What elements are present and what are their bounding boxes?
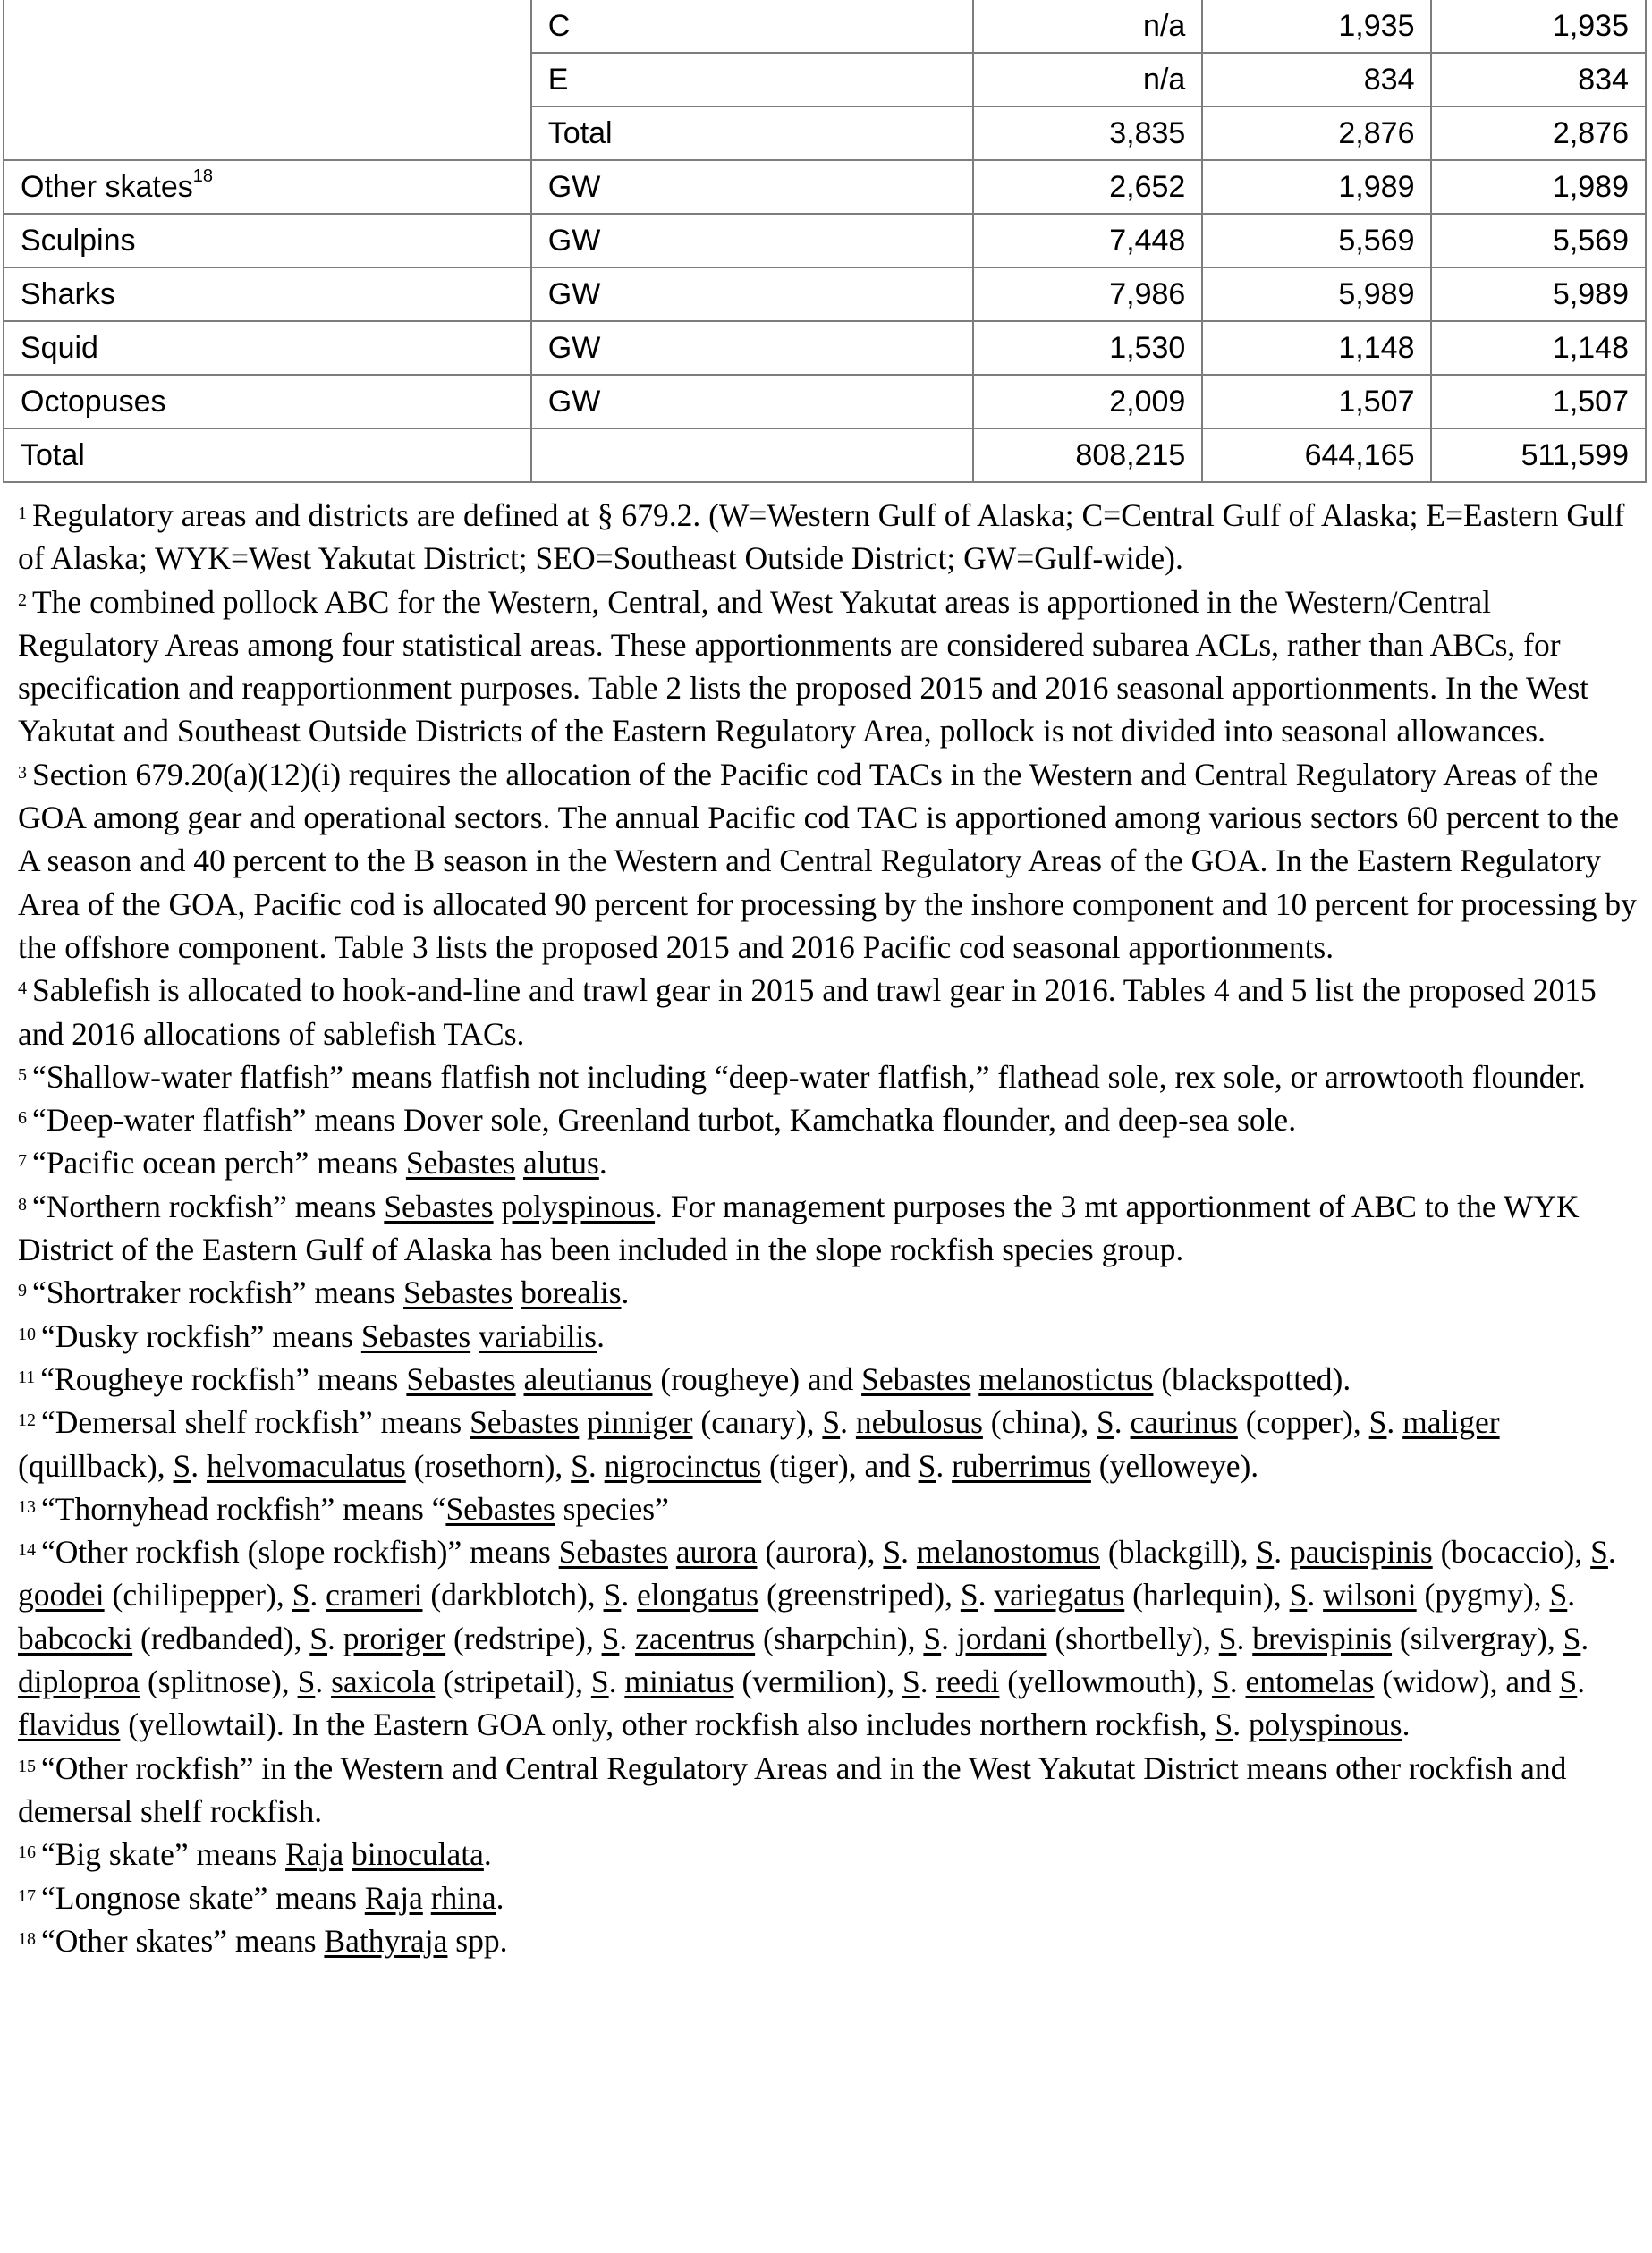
- table-row: [4, 160, 1646, 214]
- footnote-number: 3: [18, 762, 27, 783]
- footnote-text: .: [1402, 1707, 1411, 1743]
- footnote-text: . For management purposes the 3 mt apportionment of ABC to the WYK District of the Eastern Gulf of Alaska has been included in the slope rockfish species group.: [18, 1188, 1580, 1268]
- footnote-text: [513, 1275, 521, 1310]
- footnote-number: 12: [18, 1410, 36, 1431]
- species-name: polyspinous: [1248, 1707, 1402, 1743]
- species-name: flavidus: [18, 1707, 121, 1743]
- species-name: S: [1218, 1620, 1237, 1656]
- species-name: S: [1563, 1620, 1581, 1656]
- species-name: nebulosus: [855, 1404, 983, 1441]
- footnote-text: (harlequin),: [1124, 1577, 1290, 1614]
- species-name: aleutianus: [523, 1360, 653, 1397]
- species-name: polyspinous: [501, 1188, 656, 1224]
- footnote-text: (stripetail),: [435, 1664, 591, 1700]
- species-name: proriger: [343, 1620, 446, 1656]
- value-cell: 3,835: [973, 106, 1202, 160]
- species-name: rhina: [430, 1879, 496, 1916]
- species-name: helvomaculatus: [207, 1447, 406, 1484]
- value-cell: 1,148: [1431, 321, 1646, 375]
- footnote-text: (widow), and: [1374, 1664, 1560, 1700]
- footnote-text: .: [1607, 1534, 1616, 1571]
- footnote-text: (bocaccio),: [1432, 1534, 1591, 1571]
- species-name: Sebastes: [403, 1275, 513, 1311]
- table-body: [4, 0, 1646, 482]
- species-cell: [4, 214, 531, 267]
- footnote-number: 13: [18, 1496, 36, 1517]
- footnote: [18, 969, 1637, 1055]
- value-cell: n/a: [973, 0, 1202, 53]
- species-name: S: [601, 1620, 620, 1656]
- table-row: [4, 0, 1646, 53]
- value-cell: 1,507: [1202, 375, 1431, 428]
- species-label: Total: [21, 437, 85, 472]
- area-cell: GW: [531, 375, 973, 428]
- footnote-number: 18: [18, 1928, 36, 1949]
- species-name: S: [1549, 1577, 1568, 1614]
- footnotes: [18, 494, 1637, 1962]
- species-cell: [4, 375, 531, 428]
- species-name: aurora: [675, 1534, 758, 1571]
- footnote-text: “Rougheye rockfish” means: [40, 1360, 407, 1397]
- footnote-text: .: [1580, 1620, 1589, 1656]
- value-cell: 1,530: [973, 321, 1202, 375]
- table-row: [4, 53, 1646, 106]
- footnote-number: 9: [18, 1281, 27, 1301]
- footnote-number: 16: [18, 1842, 36, 1863]
- footnote-text: [516, 1361, 524, 1397]
- footnote-number: 2: [18, 589, 27, 610]
- footnote-text: species”: [555, 1490, 669, 1527]
- value-cell: 2,876: [1431, 106, 1646, 160]
- species-name: Sebastes: [406, 1360, 516, 1397]
- species-name: S: [902, 1664, 920, 1700]
- species-name: Raja: [285, 1836, 344, 1873]
- area-cell: GW: [531, 321, 973, 375]
- footnote-text: (silvergray),: [1392, 1620, 1563, 1656]
- species-name: Sebastes: [405, 1145, 516, 1182]
- species-name: S: [292, 1577, 310, 1614]
- value-cell: 1,935: [1202, 0, 1431, 53]
- species-name: S: [1590, 1534, 1608, 1571]
- footnote: [18, 1876, 1637, 1919]
- table-row: [4, 214, 1646, 267]
- footnote-text: .: [191, 1447, 207, 1484]
- species-name: Bathyraja: [324, 1922, 448, 1959]
- value-cell: n/a: [973, 53, 1202, 106]
- footnote-text: .: [315, 1664, 332, 1700]
- footnote-text: .: [619, 1620, 636, 1656]
- footnote-text: [668, 1534, 676, 1570]
- footnote-number: 1: [18, 504, 27, 523]
- species-name: S: [1289, 1577, 1308, 1614]
- species-name: reedi: [936, 1664, 1000, 1700]
- species-name: brevispinis: [1252, 1620, 1393, 1656]
- footnote-text: spp.: [447, 1922, 508, 1959]
- footnote-text: “Big skate” means: [41, 1836, 286, 1873]
- species-cell: [4, 0, 531, 53]
- footnote-ref: 18: [192, 165, 213, 186]
- footnote: [18, 1098, 1637, 1141]
- footnote-text: (redstripe),: [445, 1620, 602, 1656]
- footnote: [18, 1919, 1637, 1962]
- species-name: entomelas: [1245, 1664, 1375, 1700]
- footnote-text: (blackgill),: [1100, 1534, 1257, 1571]
- footnote: [18, 1747, 1637, 1834]
- footnote-text: .: [327, 1620, 343, 1656]
- area-cell: GW: [531, 160, 973, 214]
- footnote-text: “Other skates” means: [41, 1922, 325, 1959]
- species-name: caurinus: [1130, 1404, 1238, 1441]
- tac-table: [3, 0, 1647, 483]
- species-cell: [4, 321, 531, 375]
- value-cell: 7,448: [973, 214, 1202, 267]
- footnote-text: “Deep-water flatfish” means Dover sole, Greenland turbot, Kamchatka flounder, and deep-sea sole.: [32, 1102, 1297, 1139]
- footnote-number: 6: [18, 1108, 27, 1129]
- species-name: S: [1368, 1404, 1387, 1441]
- species-name: S: [603, 1577, 622, 1614]
- area-cell: C: [531, 0, 973, 53]
- species-cell: [4, 106, 531, 160]
- footnote-text: .: [496, 1879, 504, 1916]
- value-cell: 1,935: [1431, 0, 1646, 53]
- footnote-text: Regulatory areas and districts are defined at § 679.2. (W=Western Gulf of Alaska; C=Central Gulf of Alaska; E=Eastern Gulf of Alaska; WYK=West Yakutat District; SEO=Southeast Outside District; GW=Gulf-wide).: [18, 497, 1625, 577]
- footnote-text: “Dusky rockfish” means: [41, 1317, 361, 1354]
- species-label: Squid: [21, 330, 98, 365]
- footnote-text: .: [901, 1534, 917, 1571]
- footnote-text: .: [621, 1577, 638, 1614]
- footnote-text: .: [936, 1447, 953, 1484]
- area-cell: GW: [531, 267, 973, 321]
- species-name: S: [918, 1447, 936, 1484]
- footnote-number: 4: [18, 978, 27, 999]
- species-name: S: [822, 1404, 841, 1441]
- species-name: alutus: [523, 1145, 599, 1182]
- footnote-text: .: [978, 1577, 995, 1614]
- species-name: borealis: [521, 1275, 622, 1311]
- footnote-text: (aurora),: [757, 1534, 884, 1571]
- species-name: Raja: [364, 1879, 423, 1916]
- table-row: [4, 267, 1646, 321]
- footnote-text: .: [597, 1317, 605, 1354]
- footnote-number: 5: [18, 1064, 27, 1085]
- footnote-text: (darkblotch),: [422, 1577, 604, 1614]
- species-name: S: [923, 1620, 942, 1656]
- footnote-text: .: [1577, 1664, 1586, 1700]
- species-name: pinniger: [587, 1404, 693, 1441]
- value-cell: 511,599: [1431, 428, 1646, 482]
- footnote-text: Section 679.20(a)(12)(i) requires the allocation of the Pacific cod TACs in the Western and Central Regulatory Areas of the GOA among gear and operational sectors. The annual Pacific cod TAC is apportioned among various sectors 60 percent to the A season and 40 percent to the B season in the Western and Central Regulatory Areas of the GOA. In the Eastern Regulatory Area of the GOA, Pacific cod is allocated 90 percent for processing by the inshore component and 10 percent for processing by the offshore component. Table 3 lists the proposed 2015 and 2016 Pacific cod seasonal apportionments.: [18, 756, 1637, 965]
- species-name: Sebastes: [558, 1534, 668, 1571]
- species-name: S: [960, 1577, 978, 1614]
- footnote: [18, 580, 1637, 753]
- species-name: goodei: [18, 1577, 105, 1614]
- footnote-text: (rosethorn),: [405, 1447, 572, 1484]
- footnote: [18, 1055, 1637, 1098]
- footnote-text: .: [483, 1836, 492, 1873]
- footnote-text: (canary),: [692, 1404, 823, 1441]
- footnote-number: 14: [18, 1540, 36, 1561]
- species-name: S: [173, 1447, 191, 1484]
- footnote: [18, 1141, 1637, 1184]
- value-cell: 2,009: [973, 375, 1202, 428]
- species-name: Sebastes: [360, 1317, 471, 1354]
- footnote-text: .: [840, 1404, 856, 1441]
- value-cell: 644,165: [1202, 428, 1431, 482]
- value-cell: 2,652: [973, 160, 1202, 214]
- species-name: S: [1212, 1664, 1230, 1700]
- footnote-text: “Demersal shelf rockfish” means: [41, 1404, 470, 1441]
- footnote: [18, 1401, 1637, 1487]
- species-name: S: [309, 1620, 328, 1656]
- value-cell: 1,148: [1202, 321, 1431, 375]
- species-name: zacentrus: [635, 1620, 756, 1656]
- footnote-text: The combined pollock ABC for the Western, Central, and West Yakutat areas is apportioned in the Western/Central Regulatory Areas among four statistical areas. These apportionments are considered subarea ACLs, rather than ABCs, for specification and reapportionment purposes. Table 2 lists the proposed 2015 and 2016 seasonal apportionments. In the West Yakutat and Southeast Outside Districts of the Eastern Regulatory Area, pollock is not divided into seasonal allowances.: [18, 583, 1589, 750]
- footnote-number: 11: [18, 1367, 36, 1387]
- area-cell: E: [531, 53, 973, 106]
- species-cell: [4, 267, 531, 321]
- footnote-text: “Longnose skate” means: [41, 1879, 365, 1916]
- species-label: Sculpins: [21, 223, 136, 258]
- value-cell: 1,989: [1202, 160, 1431, 214]
- value-cell: 5,989: [1431, 267, 1646, 321]
- footnote-text: .: [1567, 1577, 1576, 1614]
- footnote-text: “Northern rockfish” means: [32, 1188, 385, 1224]
- value-cell: 808,215: [973, 428, 1202, 482]
- footnote-text: [343, 1836, 352, 1872]
- footnote-number: 10: [18, 1324, 36, 1344]
- footnote-text: (yellowmouth),: [999, 1664, 1213, 1700]
- footnote-text: “Shallow-water flatfish” means flatfish not including “deep-water flatfish,” flathead sole, rex sole, or arrowtooth flounder.: [32, 1058, 1586, 1095]
- table-row: [4, 321, 1646, 375]
- footnote: [18, 1358, 1637, 1401]
- footnote-text: .: [919, 1664, 936, 1700]
- species-name: saxicola: [331, 1664, 436, 1700]
- footnote: [18, 494, 1637, 580]
- footnote-text: (shortbelly),: [1046, 1620, 1219, 1656]
- species-name: melanostictus: [978, 1360, 1154, 1397]
- species-cell: [4, 160, 531, 214]
- footnote-text: (rougheye) and: [652, 1360, 862, 1397]
- value-cell: 1,989: [1431, 160, 1646, 214]
- footnote: [18, 1833, 1637, 1876]
- footnote-number: 15: [18, 1756, 36, 1776]
- species-name: S: [883, 1534, 902, 1571]
- footnote-text: .: [1307, 1577, 1324, 1614]
- species-name: S: [571, 1447, 589, 1484]
- footnote: [18, 1315, 1637, 1358]
- area-cell: [531, 428, 973, 482]
- species-cell: [4, 428, 531, 482]
- species-name: variegatus: [994, 1577, 1125, 1614]
- footnote-text: .: [309, 1577, 326, 1614]
- footnote-number: 8: [18, 1194, 27, 1215]
- footnote-text: (quillback),: [18, 1447, 174, 1484]
- species-name: melanostomus: [916, 1534, 1101, 1571]
- footnote-text: (blackspotted).: [1153, 1360, 1351, 1397]
- value-cell: 834: [1431, 53, 1646, 106]
- footnote-text: [470, 1318, 479, 1354]
- table-row: [4, 428, 1646, 482]
- footnote-text: “Pacific ocean perch” means: [32, 1145, 406, 1182]
- value-cell: 5,569: [1431, 214, 1646, 267]
- value-cell: 1,507: [1431, 375, 1646, 428]
- footnote-text: [579, 1404, 587, 1440]
- species-name: diploproa: [18, 1664, 140, 1700]
- species-name: binoculata: [352, 1836, 484, 1873]
- species-label: Other skates: [21, 169, 193, 204]
- species-name: S: [1215, 1707, 1233, 1743]
- footnote-text: [970, 1361, 978, 1397]
- species-name: elongatus: [637, 1577, 759, 1614]
- species-name: S: [1559, 1664, 1578, 1700]
- value-cell: 5,989: [1202, 267, 1431, 321]
- footnote-text: “Other rockfish” in the Western and Central Regulatory Areas and in the West Yakutat District means other rockfish and demersal shelf rockfish.: [18, 1749, 1567, 1829]
- species-name: jordani: [956, 1620, 1047, 1656]
- footnote: [18, 1271, 1637, 1314]
- footnote-text: (copper),: [1237, 1404, 1369, 1441]
- footnote-text: (vermilion),: [733, 1664, 902, 1700]
- species-name: babcocki: [18, 1620, 133, 1656]
- footnote: [18, 1487, 1637, 1530]
- footnote-text: (tiger), and: [761, 1447, 919, 1484]
- value-cell: 834: [1202, 53, 1431, 106]
- footnote-text: (chilipepper),: [104, 1577, 292, 1614]
- footnote: [18, 1185, 1637, 1272]
- footnote-text: (yellowtail). In the Eastern GOA only, other rockfish also includes northern rockfish,: [120, 1707, 1216, 1743]
- species-cell: [4, 53, 531, 106]
- footnote-text: (redbanded),: [132, 1620, 310, 1656]
- footnote-text: .: [1274, 1534, 1290, 1571]
- value-cell: 5,569: [1202, 214, 1431, 267]
- area-cell: GW: [531, 214, 973, 267]
- species-name: paucispinis: [1290, 1534, 1433, 1571]
- footnote-text: (sharpchin),: [755, 1620, 924, 1656]
- area-cell: Total: [531, 106, 973, 160]
- footnote-text: (yelloweye).: [1090, 1447, 1259, 1484]
- footnote-text: [423, 1880, 431, 1916]
- species-name: Sebastes: [470, 1404, 580, 1441]
- footnote-number: 7: [18, 1151, 27, 1172]
- species-name: wilsoni: [1323, 1577, 1417, 1614]
- species-name: crameri: [326, 1577, 423, 1614]
- footnote-text: .: [1229, 1664, 1246, 1700]
- footnote-text: (china),: [982, 1404, 1097, 1441]
- footnote-text: .: [621, 1275, 630, 1311]
- species-name: S: [1097, 1404, 1114, 1441]
- species-name: variabilis: [479, 1317, 597, 1354]
- footnote-text: “Other rockfish (slope rockfish)” means: [41, 1534, 559, 1571]
- footnote-text: .: [598, 1145, 607, 1182]
- footnote-text: “Thornyhead rockfish” means “: [41, 1490, 446, 1527]
- footnote-text: (greenstriped),: [758, 1577, 961, 1614]
- species-name: Sebastes: [861, 1360, 971, 1397]
- footnote-text: [515, 1145, 523, 1181]
- footnote-text: .: [608, 1664, 625, 1700]
- footnote-text: .: [1236, 1620, 1253, 1656]
- species-name: S: [590, 1664, 609, 1700]
- footnote-text: (pygmy),: [1416, 1577, 1550, 1614]
- footnote-text: Sablefish is allocated to hook-and-line and trawl gear in 2015 and trawl gear in 2016. Tables 4 and 5 list the proposed 2015 and 2016 allocations of sablefish TACs.: [18, 972, 1597, 1052]
- species-name: maliger: [1402, 1404, 1500, 1441]
- table-row: [4, 375, 1646, 428]
- species-name: Sebastes: [445, 1490, 555, 1527]
- footnote-text: (splitnose),: [140, 1664, 298, 1700]
- footnote: [18, 1530, 1637, 1746]
- value-cell: 7,986: [973, 267, 1202, 321]
- species-name: S: [1256, 1534, 1275, 1571]
- footnote-text: “Shortraker rockfish” means: [32, 1275, 403, 1311]
- value-cell: 2,876: [1202, 106, 1431, 160]
- footnote-text: .: [941, 1620, 957, 1656]
- species-name: nigrocinctus: [604, 1447, 762, 1484]
- footnote-text: .: [1386, 1404, 1403, 1441]
- footnote-number: 17: [18, 1885, 36, 1906]
- species-label: Octopuses: [21, 384, 166, 419]
- species-name: S: [297, 1664, 316, 1700]
- footnote: [18, 753, 1637, 969]
- table-row: [4, 106, 1646, 160]
- species-name: miniatus: [624, 1664, 734, 1700]
- footnote-text: .: [1114, 1404, 1131, 1441]
- footnote-text: .: [1233, 1707, 1249, 1743]
- species-name: ruberrimus: [952, 1447, 1091, 1484]
- species-label: Sharks: [21, 276, 115, 311]
- species-name: Sebastes: [384, 1188, 494, 1224]
- footnote-text: .: [588, 1447, 605, 1484]
